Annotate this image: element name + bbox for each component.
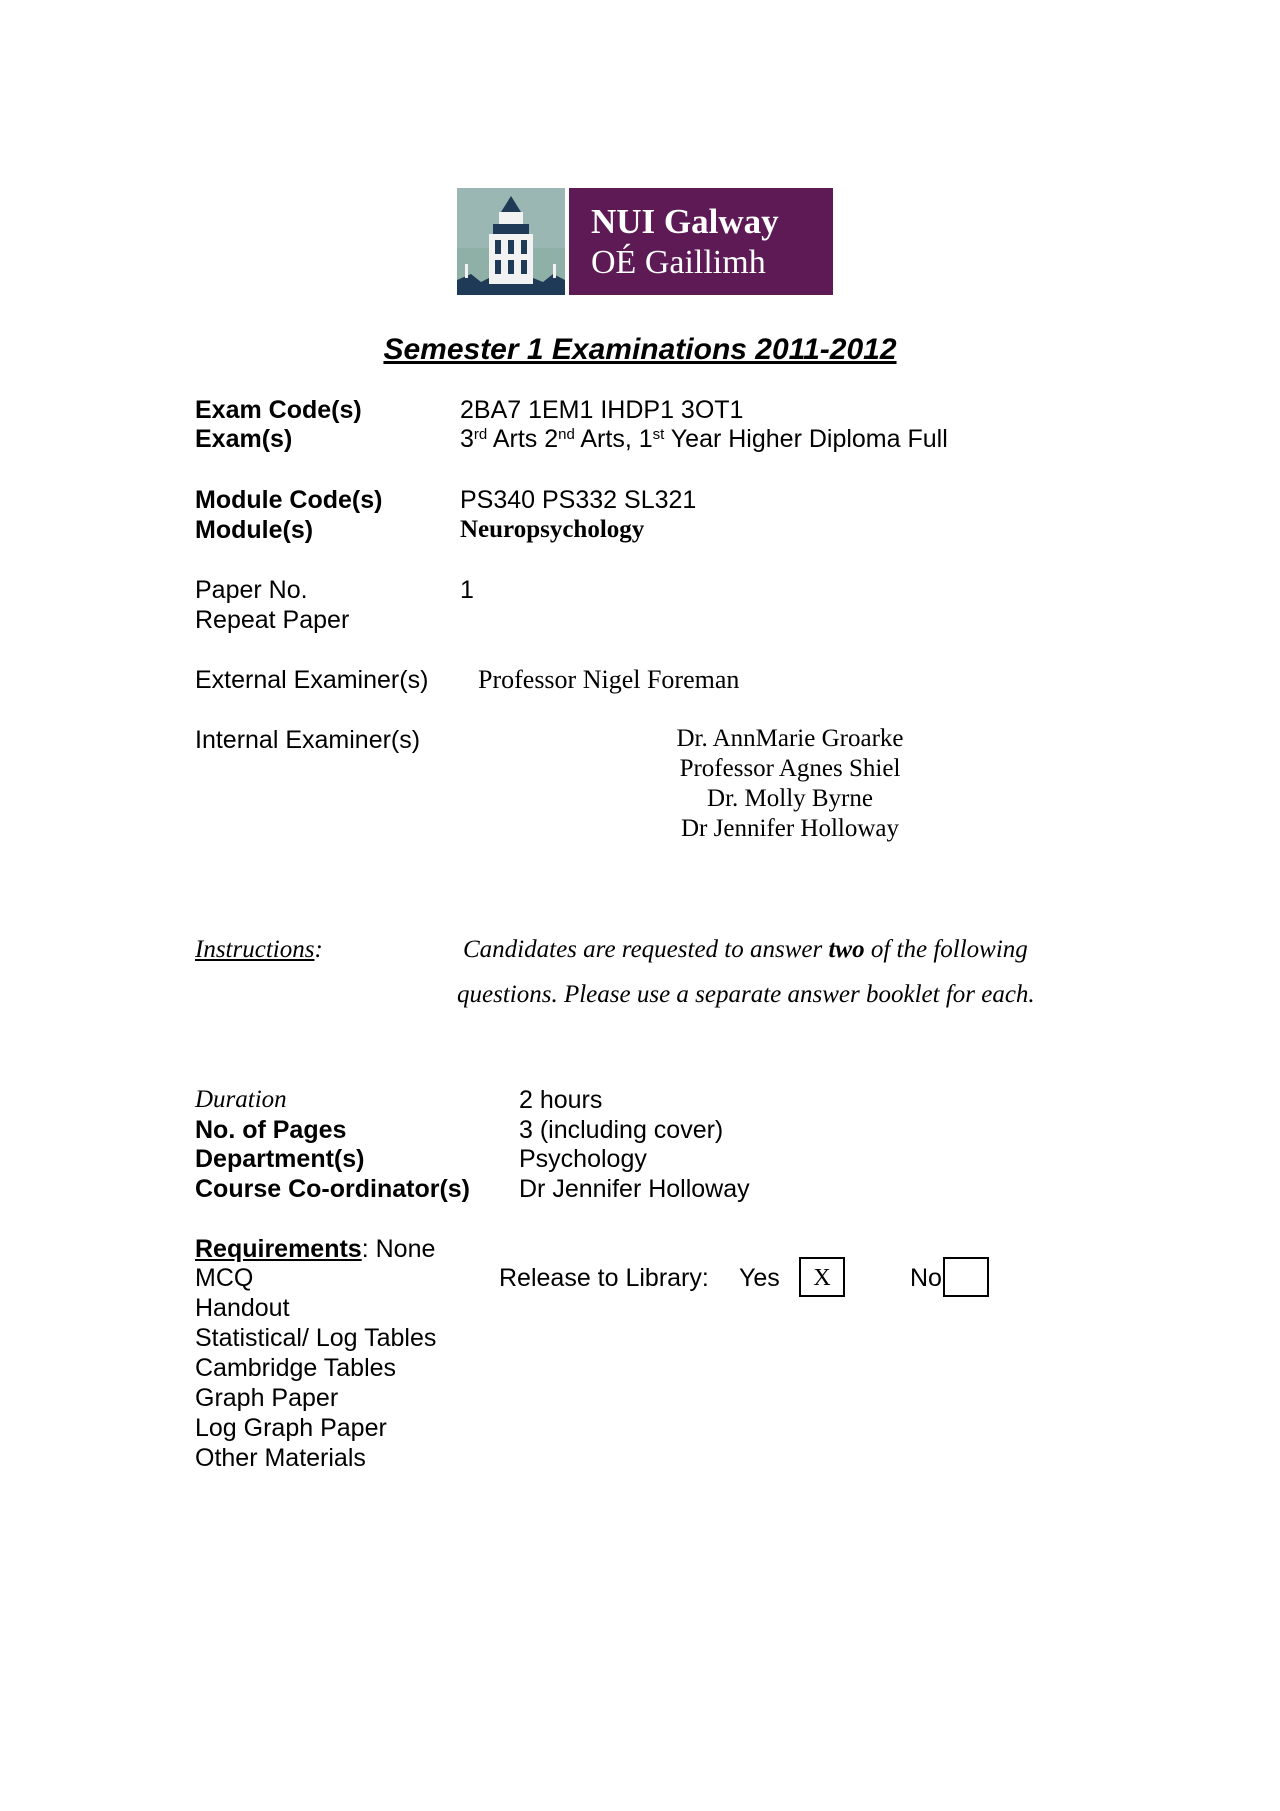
modules-label: Module(s) [195, 516, 314, 544]
instructions-line-1: Candidates are requested to answer two of the following [463, 936, 1028, 963]
logo-name-english: NUI Galway [591, 202, 779, 241]
exams-label: Exam(s) [195, 425, 293, 453]
requirement-item: Graph Paper [195, 1384, 339, 1412]
release-yes-label: Yes [739, 1264, 780, 1292]
instructions-label: Instructions: [195, 936, 323, 963]
paper-no-label: Paper No. [195, 576, 308, 604]
release-label: Release to Library: [499, 1264, 709, 1292]
page-title: Semester 1 Examinations 2011-2012 [383, 333, 897, 366]
exams-value: 3rd Arts 2nd Arts, 1st Year Higher Diploma Full [460, 425, 948, 453]
requirements-heading: Requirements: None [195, 1235, 436, 1263]
pages-label: No. of Pages [195, 1116, 347, 1144]
requirement-item: MCQ [195, 1264, 254, 1292]
module-codes-value: PS340 PS332 SL321 [460, 486, 697, 514]
internal-examiner-name: Dr. AnnMarie Groarke [676, 725, 904, 752]
paper-no-value: 1 [460, 576, 474, 604]
requirement-item: Statistical/ Log Tables [195, 1324, 437, 1352]
university-tower-emblem [457, 188, 565, 295]
departments-label: Department(s) [195, 1145, 365, 1173]
coordinator-label: Course Co-ordinator(s) [195, 1175, 470, 1203]
repeat-paper-label: Repeat Paper [195, 606, 350, 634]
external-examiner-name: Professor Nigel Foreman [478, 665, 740, 694]
internal-examiners-list [630, 724, 950, 844]
requirement-item: Log Graph Paper [195, 1414, 387, 1442]
departments-value: Psychology [519, 1145, 647, 1173]
requirements-list [195, 1263, 436, 1473]
release-no-checkbox[interactable] [943, 1257, 989, 1297]
checkbox-mark: X [813, 1265, 831, 1291]
pages-value: 3 (including cover) [519, 1116, 724, 1144]
module-codes-label: Module Code(s) [195, 486, 383, 514]
logo-wordmark [569, 188, 833, 295]
modules-value: Neuropsychology [460, 516, 645, 543]
exam-codes-label: Exam Code(s) [195, 396, 362, 424]
coordinator-value: Dr Jennifer Holloway [519, 1175, 750, 1203]
requirement-item: Cambridge Tables [195, 1354, 397, 1382]
instructions-line-2: questions. Please use a separate answer booklet for each. [457, 981, 1035, 1008]
exam-codes-value: 2BA7 1EM1 IHDP1 3OT1 [460, 396, 744, 424]
nui-galway-logo [457, 188, 833, 295]
internal-examiner-name: Dr. Molly Byrne [707, 785, 873, 812]
duration-label: Duration [195, 1086, 287, 1113]
requirement-item: Handout [195, 1294, 290, 1322]
requirement-item: Other Materials [195, 1444, 366, 1472]
duration-value: 2 hours [519, 1086, 603, 1114]
release-yes-checkbox[interactable] [799, 1257, 845, 1297]
internal-examiner-name: Dr Jennifer Holloway [681, 815, 899, 842]
release-no-label: No [910, 1264, 942, 1292]
internal-examiners-label: Internal Examiner(s) [195, 726, 421, 754]
internal-examiner-name: Professor Agnes Shiel [679, 755, 901, 782]
logo-name-irish: OÉ Gaillimh [591, 244, 766, 281]
external-examiners-label: External Examiner(s) [195, 666, 429, 694]
